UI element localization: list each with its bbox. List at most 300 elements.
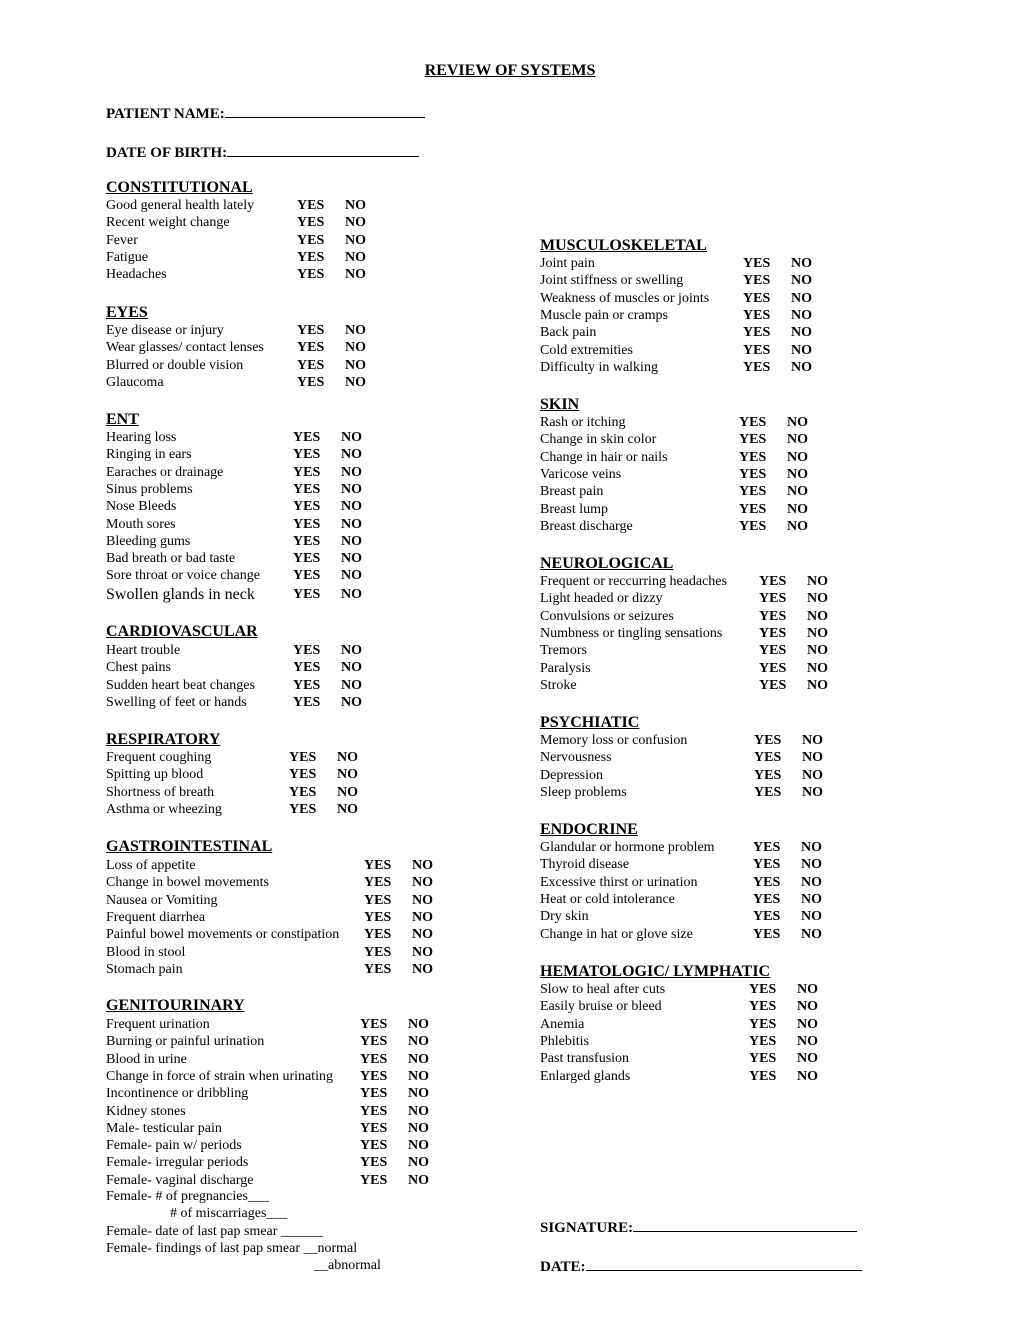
symptom-label: Blood in urine — [106, 1051, 187, 1067]
symptom-row — [106, 586, 381, 603]
yes-option[interactable]: YES — [743, 256, 771, 271]
symptom-row — [106, 766, 377, 783]
symptom-label: Numbness or tingling sensations — [540, 625, 723, 641]
symptom-row — [106, 197, 385, 214]
no-option[interactable]: NO — [412, 858, 433, 873]
yes-option[interactable]: YES — [739, 518, 767, 534]
no-option[interactable]: NO — [341, 568, 362, 584]
symptom-row — [106, 232, 385, 249]
no-option[interactable]: NO — [791, 307, 812, 323]
symptom-row — [540, 255, 831, 272]
no-option[interactable]: NO — [412, 875, 433, 891]
symptom-row — [540, 660, 847, 677]
yes-option[interactable]: YES — [293, 568, 321, 584]
yes-option[interactable]: YES — [293, 551, 321, 567]
symptom-row — [540, 874, 841, 891]
yes-option[interactable]: YES — [289, 767, 317, 783]
no-option[interactable]: NO — [345, 215, 366, 231]
symptom-row — [106, 1033, 448, 1050]
symptom-row — [540, 856, 841, 873]
symptom-row — [106, 516, 381, 533]
symptom-label: Wear glasses/ contact lenses — [106, 340, 264, 356]
yes-option[interactable]: YES — [364, 927, 392, 943]
symptom-row — [106, 1120, 448, 1137]
no-option[interactable]: NO — [807, 574, 828, 589]
yes-option[interactable]: YES — [297, 323, 325, 338]
yes-option[interactable]: YES — [293, 430, 321, 445]
no-option[interactable]: NO — [787, 432, 808, 448]
no-option[interactable]: NO — [341, 447, 362, 463]
symptom-row — [106, 567, 381, 584]
ent-heading: ENT — [106, 411, 139, 428]
no-option[interactable]: NO — [787, 484, 808, 500]
signature-line[interactable] — [633, 1216, 857, 1232]
yes-option[interactable]: YES — [360, 1155, 388, 1171]
yes-option[interactable]: YES — [364, 909, 392, 925]
symptom-label: Incontinence or dribbling — [106, 1086, 249, 1102]
yes-option[interactable]: YES — [739, 484, 767, 500]
symptom-label: Stroke — [540, 677, 577, 693]
yes-option[interactable]: YES — [749, 1051, 777, 1067]
yes-option[interactable]: YES — [759, 574, 787, 589]
symptom-row — [106, 481, 381, 498]
no-option[interactable]: NO — [807, 643, 828, 659]
symptom-row — [106, 1103, 448, 1120]
yes-option[interactable]: YES — [743, 325, 771, 341]
yes-option[interactable]: YES — [743, 307, 771, 323]
no-option[interactable]: NO — [791, 325, 812, 341]
symptom-label: Mouth sores — [106, 516, 176, 532]
yes-option[interactable]: YES — [759, 677, 787, 693]
symptom-label: Frequent or reccurring headaches — [540, 574, 727, 589]
symptom-label: Shortness of breath — [106, 784, 215, 800]
symptom-label: Change in bowel movements — [106, 875, 269, 891]
symptom-label: Past transfusion — [540, 1051, 630, 1067]
no-option[interactable]: NO — [345, 267, 366, 283]
yes-option[interactable]: YES — [293, 660, 321, 676]
symptom-row — [540, 926, 841, 943]
yes-option[interactable]: YES — [293, 447, 321, 463]
no-option[interactable]: NO — [807, 591, 828, 607]
yes-option[interactable]: YES — [360, 1068, 388, 1084]
yes-option[interactable]: YES — [754, 733, 782, 748]
symptom-row — [106, 214, 385, 231]
no-option[interactable]: NO — [807, 608, 828, 624]
symptom-label: Difficulty in walking — [540, 359, 658, 375]
yes-option[interactable]: YES — [293, 499, 321, 515]
symptom-label: Excessive thirst or urination — [540, 874, 698, 890]
symptom-label: Back pain — [540, 325, 597, 341]
yes-option[interactable]: YES — [743, 273, 771, 289]
symptom-row — [540, 359, 831, 376]
symptom-label: Blood in stool — [106, 944, 186, 960]
symptom-label: Female- vaginal discharge — [106, 1172, 254, 1188]
symptom-row — [106, 677, 381, 694]
yes-option[interactable]: YES — [360, 1017, 388, 1032]
yes-option[interactable]: YES — [360, 1172, 388, 1188]
symptom-row — [540, 625, 847, 642]
yes-option[interactable]: YES — [293, 464, 321, 480]
yes-option[interactable]: YES — [753, 857, 781, 873]
symptom-row — [540, 518, 827, 535]
yes-option[interactable]: YES — [360, 1103, 388, 1119]
yes-option[interactable]: YES — [749, 1033, 777, 1049]
symptom-row — [106, 749, 377, 766]
yes-option[interactable]: YES — [753, 874, 781, 890]
yes-option[interactable]: YES — [364, 858, 392, 873]
symptom-label: Stomach pain — [106, 961, 183, 977]
symptom-label: Tremors — [540, 643, 587, 659]
symptom-label: Recent weight change — [106, 215, 230, 231]
symptom-label: Thyroid disease — [540, 857, 630, 873]
symptom-row — [540, 1050, 837, 1067]
symptom-row — [540, 483, 827, 500]
symptom-label: Kidney stones — [106, 1103, 186, 1119]
symptom-label: Bleeding gums — [106, 533, 191, 549]
symptom-row — [106, 374, 385, 391]
no-option[interactable]: NO — [345, 249, 366, 265]
no-option[interactable]: NO — [787, 415, 808, 430]
gastrointestinal-heading: GASTROINTESTINAL — [106, 838, 273, 855]
yes-option[interactable]: YES — [743, 342, 771, 358]
symptom-label: Convulsions or seizures — [540, 608, 674, 624]
symptom-label: Bad breath or bad taste — [106, 551, 236, 567]
symptom-label: Spitting up blood — [106, 767, 204, 783]
no-option[interactable]: NO — [801, 891, 822, 907]
symptom-row — [540, 1033, 837, 1050]
symptom-row — [106, 961, 452, 978]
symptom-row — [106, 659, 381, 676]
no-option[interactable]: NO — [341, 430, 362, 445]
no-option[interactable]: NO — [797, 982, 818, 997]
yes-option[interactable]: YES — [297, 198, 325, 213]
symptom-row — [106, 1085, 448, 1102]
symptom-label: Varicose veins — [540, 466, 622, 482]
no-option[interactable]: NO — [337, 801, 358, 817]
patient-name-field[interactable] — [106, 102, 425, 123]
symptom-label: Breast pain — [540, 484, 604, 500]
symptom-label: Sudden heart beat changes — [106, 677, 255, 693]
symptom-row — [106, 784, 377, 801]
symptom-label: Swelling of feet or hands — [106, 694, 247, 710]
symptom-label: Asthma or wheezing — [106, 801, 222, 817]
symptom-label: Eye disease or injury — [106, 323, 224, 338]
yes-option[interactable]: YES — [293, 586, 321, 602]
endocrine-heading: ENDOCRINE — [540, 821, 638, 838]
symptom-label: Fatigue — [106, 249, 148, 265]
symptom-row — [540, 272, 831, 289]
yes-option[interactable]: YES — [739, 466, 767, 482]
no-option[interactable]: NO — [791, 273, 812, 289]
yes-option[interactable]: YES — [293, 533, 321, 549]
yes-option[interactable]: YES — [749, 1016, 777, 1032]
no-option[interactable]: NO — [341, 677, 362, 693]
dob-label: DATE OF BIRTH: — [106, 145, 228, 161]
yes-option[interactable]: YES — [297, 357, 325, 373]
symptom-label: Frequent diarrhea — [106, 909, 206, 925]
symptom-label: Memory loss or confusion — [540, 733, 688, 748]
symptom-row — [540, 998, 837, 1015]
yes-option[interactable]: YES — [749, 999, 777, 1015]
pap-findings-abnormal[interactable]: __abnormal — [314, 1258, 381, 1273]
yes-option[interactable]: YES — [293, 516, 321, 532]
signature-field[interactable] — [540, 1216, 857, 1237]
yes-option[interactable]: YES — [753, 909, 781, 925]
no-option[interactable]: NO — [801, 909, 822, 925]
symptom-label: Breast discharge — [540, 518, 633, 534]
yes-option[interactable]: YES — [360, 1051, 388, 1067]
yes-option[interactable]: YES — [753, 840, 781, 855]
date-line[interactable] — [586, 1255, 862, 1271]
symptom-label: Light headed or dizzy — [540, 591, 663, 607]
no-option[interactable]: NO — [408, 1051, 429, 1067]
no-option[interactable]: NO — [341, 533, 362, 549]
symptom-label: Dry skin — [540, 909, 589, 925]
yes-option[interactable]: YES — [297, 232, 325, 248]
symptom-label: Chest pains — [106, 660, 171, 676]
no-option[interactable]: NO — [345, 340, 366, 356]
symptom-row — [106, 446, 381, 463]
symptom-row — [540, 466, 827, 483]
no-option[interactable]: NO — [337, 767, 358, 783]
symptom-row — [540, 290, 831, 307]
no-option[interactable]: NO — [412, 961, 433, 977]
no-option[interactable]: NO — [787, 501, 808, 517]
symptom-row — [540, 449, 827, 466]
dob-line[interactable] — [227, 141, 419, 157]
yes-option[interactable]: YES — [293, 643, 321, 658]
musculoskeletal-heading: MUSCULOSKELETAL — [540, 237, 707, 254]
psychiatic-heading: PSYCHIATIC — [540, 714, 640, 731]
no-option[interactable]: NO — [802, 750, 823, 766]
no-option[interactable]: NO — [801, 926, 822, 942]
symptom-row — [106, 498, 381, 515]
date-field[interactable] — [540, 1255, 862, 1276]
symptom-row — [540, 767, 842, 784]
no-option[interactable]: NO — [341, 481, 362, 497]
yes-option[interactable]: YES — [360, 1120, 388, 1136]
no-option[interactable]: NO — [791, 359, 812, 375]
yes-option[interactable]: YES — [297, 215, 325, 231]
yes-option[interactable]: YES — [739, 449, 767, 465]
symptom-row — [106, 1154, 448, 1171]
no-option[interactable]: NO — [341, 660, 362, 676]
pregnancies-field[interactable]: Female- # of pregnancies___ — [106, 1189, 269, 1204]
no-option[interactable]: NO — [787, 449, 808, 465]
symptom-row — [106, 266, 385, 283]
no-option[interactable]: NO — [807, 625, 828, 641]
no-option[interactable]: NO — [341, 694, 362, 710]
no-option[interactable]: NO — [791, 256, 812, 271]
no-option[interactable]: NO — [797, 1033, 818, 1049]
symptom-row — [106, 1137, 448, 1154]
no-option[interactable]: NO — [412, 944, 433, 960]
yes-option[interactable]: YES — [364, 892, 392, 908]
symptom-row — [540, 677, 847, 694]
yes-option[interactable]: YES — [364, 961, 392, 977]
symptom-label: Loss of appetite — [106, 858, 196, 873]
no-option[interactable]: NO — [345, 198, 366, 213]
symptom-label: Swollen glands in neck — [106, 585, 255, 603]
no-option[interactable]: NO — [345, 374, 366, 390]
symptom-row — [540, 839, 841, 856]
yes-option[interactable]: YES — [293, 694, 321, 710]
yes-option[interactable]: YES — [364, 875, 392, 891]
symptom-row — [540, 414, 827, 431]
symptom-row — [540, 891, 841, 908]
yes-option[interactable]: YES — [754, 767, 782, 783]
yes-option[interactable]: YES — [297, 249, 325, 265]
yes-option[interactable]: YES — [739, 501, 767, 517]
yes-option[interactable]: YES — [297, 267, 325, 283]
yes-option[interactable]: YES — [739, 415, 767, 430]
no-option[interactable]: NO — [807, 677, 828, 693]
symptom-label: Earaches or drainage — [106, 464, 224, 480]
symptom-label: Sleep problems — [540, 784, 627, 800]
miscarriages-field[interactable]: # of miscarriages___ — [170, 1206, 288, 1221]
no-option[interactable]: NO — [802, 767, 823, 783]
symptom-row — [540, 307, 831, 324]
signature-label: SIGNATURE: — [540, 1220, 634, 1236]
symptom-label: Glandular or hormone problem — [540, 840, 715, 855]
symptom-label: Hearing loss — [106, 430, 177, 445]
symptom-row — [540, 608, 847, 625]
no-option[interactable]: NO — [408, 1172, 429, 1188]
symptom-label: Heart trouble — [106, 643, 181, 658]
symptom-row — [540, 342, 831, 359]
patient-name-label: PATIENT NAME: — [106, 106, 225, 122]
yes-option[interactable]: YES — [297, 374, 325, 390]
yes-option[interactable]: YES — [754, 750, 782, 766]
yes-option[interactable]: YES — [293, 481, 321, 497]
yes-option[interactable]: YES — [753, 926, 781, 942]
yes-option[interactable]: YES — [759, 591, 787, 607]
no-option[interactable]: NO — [412, 927, 433, 943]
no-option[interactable]: NO — [802, 733, 823, 748]
date-of-birth-field[interactable] — [106, 141, 419, 162]
symptom-row — [106, 694, 381, 711]
no-option[interactable]: NO — [408, 1120, 429, 1136]
no-option[interactable]: NO — [345, 323, 366, 338]
symptom-label: Cold extremities — [540, 342, 633, 358]
no-option[interactable]: NO — [341, 464, 362, 480]
no-option[interactable]: NO — [408, 1068, 429, 1084]
pap-findings-normal[interactable]: Female- findings of last pap smear __normal — [106, 1241, 358, 1256]
no-option[interactable]: NO — [341, 643, 362, 658]
symptom-row — [106, 322, 385, 339]
yes-option[interactable]: YES — [739, 432, 767, 448]
symptom-label: Painful bowel movements or constipation — [106, 927, 340, 943]
no-option[interactable]: NO — [345, 232, 366, 248]
no-option[interactable]: NO — [807, 660, 828, 676]
symptom-row — [106, 550, 381, 567]
yes-option[interactable]: YES — [289, 750, 317, 765]
respiratory-heading: RESPIRATORY — [106, 731, 221, 748]
no-option[interactable]: NO — [791, 342, 812, 358]
symptom-row — [540, 784, 842, 801]
no-option[interactable]: NO — [787, 518, 808, 534]
yes-option[interactable]: YES — [759, 608, 787, 624]
no-option[interactable]: NO — [408, 1103, 429, 1119]
symptom-label: Sinus problems — [106, 481, 193, 497]
no-option[interactable]: NO — [408, 1086, 429, 1102]
no-option[interactable]: NO — [797, 1051, 818, 1067]
yes-option[interactable]: YES — [759, 660, 787, 676]
symptom-label: Depression — [540, 767, 603, 783]
yes-option[interactable]: YES — [360, 1138, 388, 1154]
yes-option[interactable]: YES — [749, 1068, 777, 1084]
yes-option[interactable]: YES — [289, 801, 317, 817]
no-option[interactable]: NO — [797, 1016, 818, 1032]
symptom-row — [106, 339, 385, 356]
symptom-label: Anemia — [540, 1016, 585, 1032]
symptom-row — [106, 801, 377, 818]
symptom-row — [540, 642, 847, 659]
no-option[interactable]: NO — [408, 1138, 429, 1154]
no-option[interactable]: NO — [408, 1155, 429, 1171]
symptom-label: Phlebitis — [540, 1033, 590, 1049]
no-option[interactable]: NO — [787, 466, 808, 482]
patient-name-line[interactable] — [225, 102, 425, 118]
yes-option[interactable]: YES — [743, 290, 771, 306]
yes-option[interactable]: YES — [753, 891, 781, 907]
yes-option[interactable]: YES — [759, 643, 787, 659]
symptom-row — [106, 857, 452, 874]
yes-option[interactable]: YES — [293, 677, 321, 693]
no-option[interactable]: NO — [797, 999, 818, 1015]
no-option[interactable]: NO — [801, 840, 822, 855]
no-option[interactable]: NO — [797, 1068, 818, 1084]
yes-option[interactable]: YES — [360, 1086, 388, 1102]
symptom-label: Change in hair or nails — [540, 449, 668, 465]
yes-option[interactable]: YES — [759, 625, 787, 641]
no-option[interactable]: NO — [341, 586, 362, 602]
no-option[interactable]: NO — [337, 784, 358, 800]
symptom-row — [540, 908, 841, 925]
no-option[interactable]: NO — [408, 1034, 429, 1050]
no-option[interactable]: NO — [337, 750, 358, 765]
no-option[interactable]: NO — [408, 1017, 429, 1032]
no-option[interactable]: NO — [412, 892, 433, 908]
no-option[interactable]: NO — [412, 909, 433, 925]
yes-option[interactable]: YES — [364, 944, 392, 960]
yes-option[interactable]: YES — [297, 340, 325, 356]
symptom-label: Nose Bleeds — [106, 499, 177, 515]
symptom-label: Frequent urination — [106, 1017, 210, 1032]
yes-option[interactable]: YES — [754, 784, 782, 800]
no-option[interactable]: NO — [801, 874, 822, 890]
no-option[interactable]: NO — [802, 784, 823, 800]
symptom-row — [106, 1051, 448, 1068]
no-option[interactable]: NO — [341, 551, 362, 567]
symptom-row — [106, 357, 385, 374]
genitourinary-heading: GENITOURINARY — [106, 997, 245, 1014]
symptom-label: Enlarged glands — [540, 1068, 631, 1084]
yes-option[interactable]: YES — [743, 359, 771, 375]
symptom-label: Blurred or double vision — [106, 357, 244, 373]
yes-option[interactable]: YES — [360, 1034, 388, 1050]
yes-option[interactable]: YES — [749, 982, 777, 997]
symptom-label: Rash or itching — [540, 415, 626, 430]
symptom-row — [540, 431, 827, 448]
no-option[interactable]: NO — [345, 357, 366, 373]
no-option[interactable]: NO — [801, 857, 822, 873]
pap-date-field[interactable]: Female- date of last pap smear ______ — [106, 1224, 323, 1239]
yes-option[interactable]: YES — [289, 784, 317, 800]
no-option[interactable]: NO — [341, 516, 362, 532]
no-option[interactable]: NO — [791, 290, 812, 306]
no-option[interactable]: NO — [341, 499, 362, 515]
